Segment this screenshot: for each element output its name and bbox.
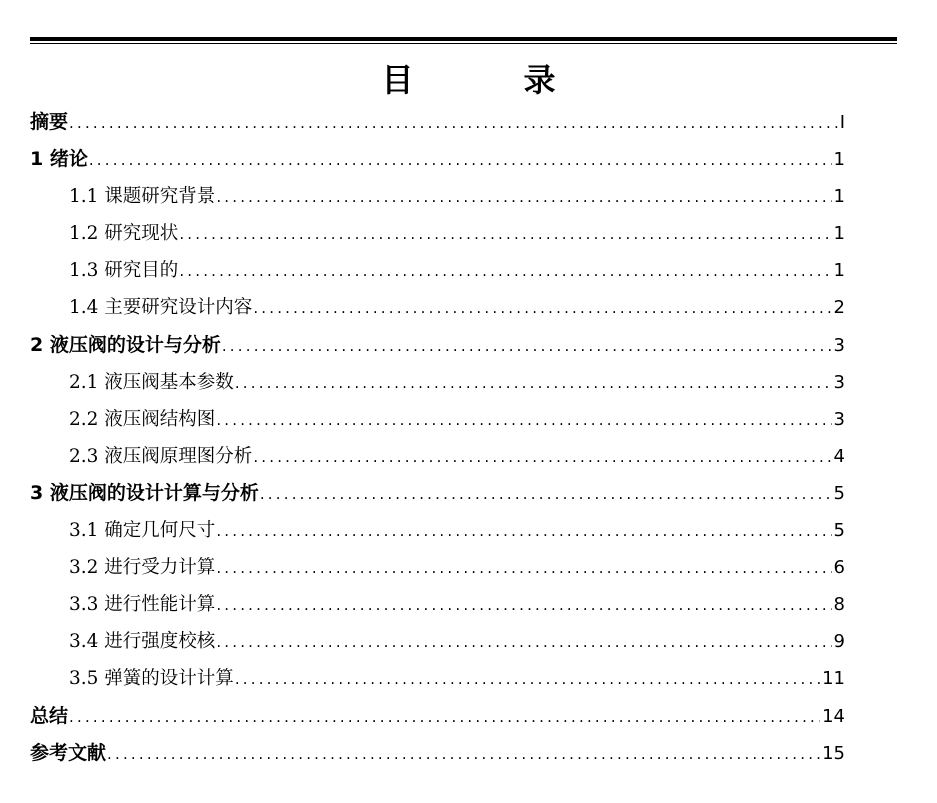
toc-entry-label: 1.4 主要研究设计内容 [69, 297, 253, 319]
toc-entry-label: 2.3 液压阀原理图分析 [69, 445, 253, 467]
toc-entry-page: 3 [833, 334, 845, 356]
toc-entry-label: 1 绪论 [30, 148, 88, 171]
toc-entry-label: 参考文献 [30, 741, 107, 764]
toc-leader-dots [107, 736, 820, 773]
toc-entry-page: 11 [822, 668, 845, 690]
toc-entry-page: 3 [833, 371, 845, 393]
toc-entry-3-2[interactable] [30, 549, 845, 586]
toc-entry-page: 3 [833, 408, 845, 430]
toc-entry-page: 1 [833, 186, 845, 208]
toc-entry-label: 1.3 研究目的 [69, 260, 179, 282]
header-rule-thin [30, 43, 897, 44]
toc-entry-summary[interactable] [30, 698, 845, 735]
toc-entry-3-3[interactable] [30, 586, 845, 623]
toc-entry-label: 摘要 [30, 111, 69, 133]
toc-leader-dots [216, 587, 831, 624]
toc-leader-dots [222, 328, 832, 365]
toc-entry-label: 2.1 液压阀基本参数 [69, 371, 234, 393]
toc-entry-page: 1 [833, 149, 845, 171]
toc-leader-dots [216, 513, 831, 550]
toc-leader-dots [179, 216, 831, 253]
toc-leader-dots [69, 105, 838, 142]
toc-entry-page: 1 [833, 260, 845, 282]
toc-entry-label: 3.4 进行强度校核 [69, 631, 216, 653]
toc-entry-abstract[interactable] [30, 104, 845, 141]
toc-leader-dots [179, 253, 831, 290]
toc-entry-page: 9 [833, 631, 845, 653]
header-rule-thick [30, 37, 897, 41]
toc-entry-3-5[interactable] [30, 660, 845, 697]
toc-entry-page: 1 [833, 223, 845, 245]
toc-entry-page: 14 [822, 705, 845, 727]
toc-entry-page: 5 [833, 520, 845, 542]
toc-entry-page: 5 [833, 482, 845, 504]
toc-entry-label: 3.5 弹簧的设计计算 [69, 668, 234, 690]
toc-entry-page: 8 [833, 594, 845, 616]
toc-entry-2-3[interactable] [30, 438, 845, 475]
toc-entry-chapter-3[interactable] [30, 475, 845, 512]
toc-entry-label: 2 液压阀的设计与分析 [30, 333, 221, 356]
toc-entry-label: 3.1 确定几何尺寸 [69, 520, 216, 542]
toc-entry-page: 2 [833, 297, 845, 319]
toc-title-char-1: 目 [381, 61, 414, 99]
toc-leader-dots [69, 699, 820, 736]
toc-entry-page: 6 [833, 557, 845, 579]
toc-entry-page: 4 [833, 445, 845, 467]
toc-entry-chapter-2[interactable] [30, 327, 845, 364]
toc-entry-2-1[interactable] [30, 364, 845, 401]
toc-entry-references[interactable] [30, 735, 845, 772]
toc-entry-1-4[interactable] [30, 289, 845, 326]
toc-list [30, 104, 845, 772]
toc-entry-2-2[interactable] [30, 401, 845, 438]
toc-entry-label: 2.2 液压阀结构图 [69, 408, 216, 430]
toc-leader-dots [235, 661, 820, 698]
toc-entry-1-3[interactable] [30, 252, 845, 289]
toc-entry-label: 1.2 研究现状 [69, 223, 179, 245]
toc-leader-dots [235, 365, 832, 402]
toc-entry-3-4[interactable] [30, 623, 845, 660]
toc-entry-label: 3.3 进行性能计算 [69, 594, 216, 616]
toc-entry-label: 总结 [30, 704, 69, 727]
toc-title-char-2: 录 [523, 61, 556, 99]
toc-leader-dots [89, 142, 832, 179]
toc-leader-dots [216, 402, 831, 439]
toc-entry-page: I [839, 112, 845, 133]
toc-entry-3-1[interactable] [30, 512, 845, 549]
toc-leader-dots [216, 624, 831, 661]
toc-entry-chapter-1[interactable] [30, 141, 845, 178]
toc-leader-dots [216, 179, 831, 216]
toc-leader-dots [253, 290, 831, 327]
toc-entry-label: 1.1 课题研究背景 [69, 186, 216, 208]
toc-entry-label: 3 液压阀的设计计算与分析 [30, 481, 259, 504]
toc-title [0, 60, 937, 100]
toc-leader-dots [216, 550, 831, 587]
toc-entry-1-2[interactable] [30, 215, 845, 252]
toc-entry-page: 15 [822, 742, 845, 764]
toc-entry-1-1[interactable] [30, 178, 845, 215]
toc-entry-label: 3.2 进行受力计算 [69, 557, 216, 579]
toc-leader-dots [260, 476, 832, 513]
toc-leader-dots [253, 439, 831, 476]
